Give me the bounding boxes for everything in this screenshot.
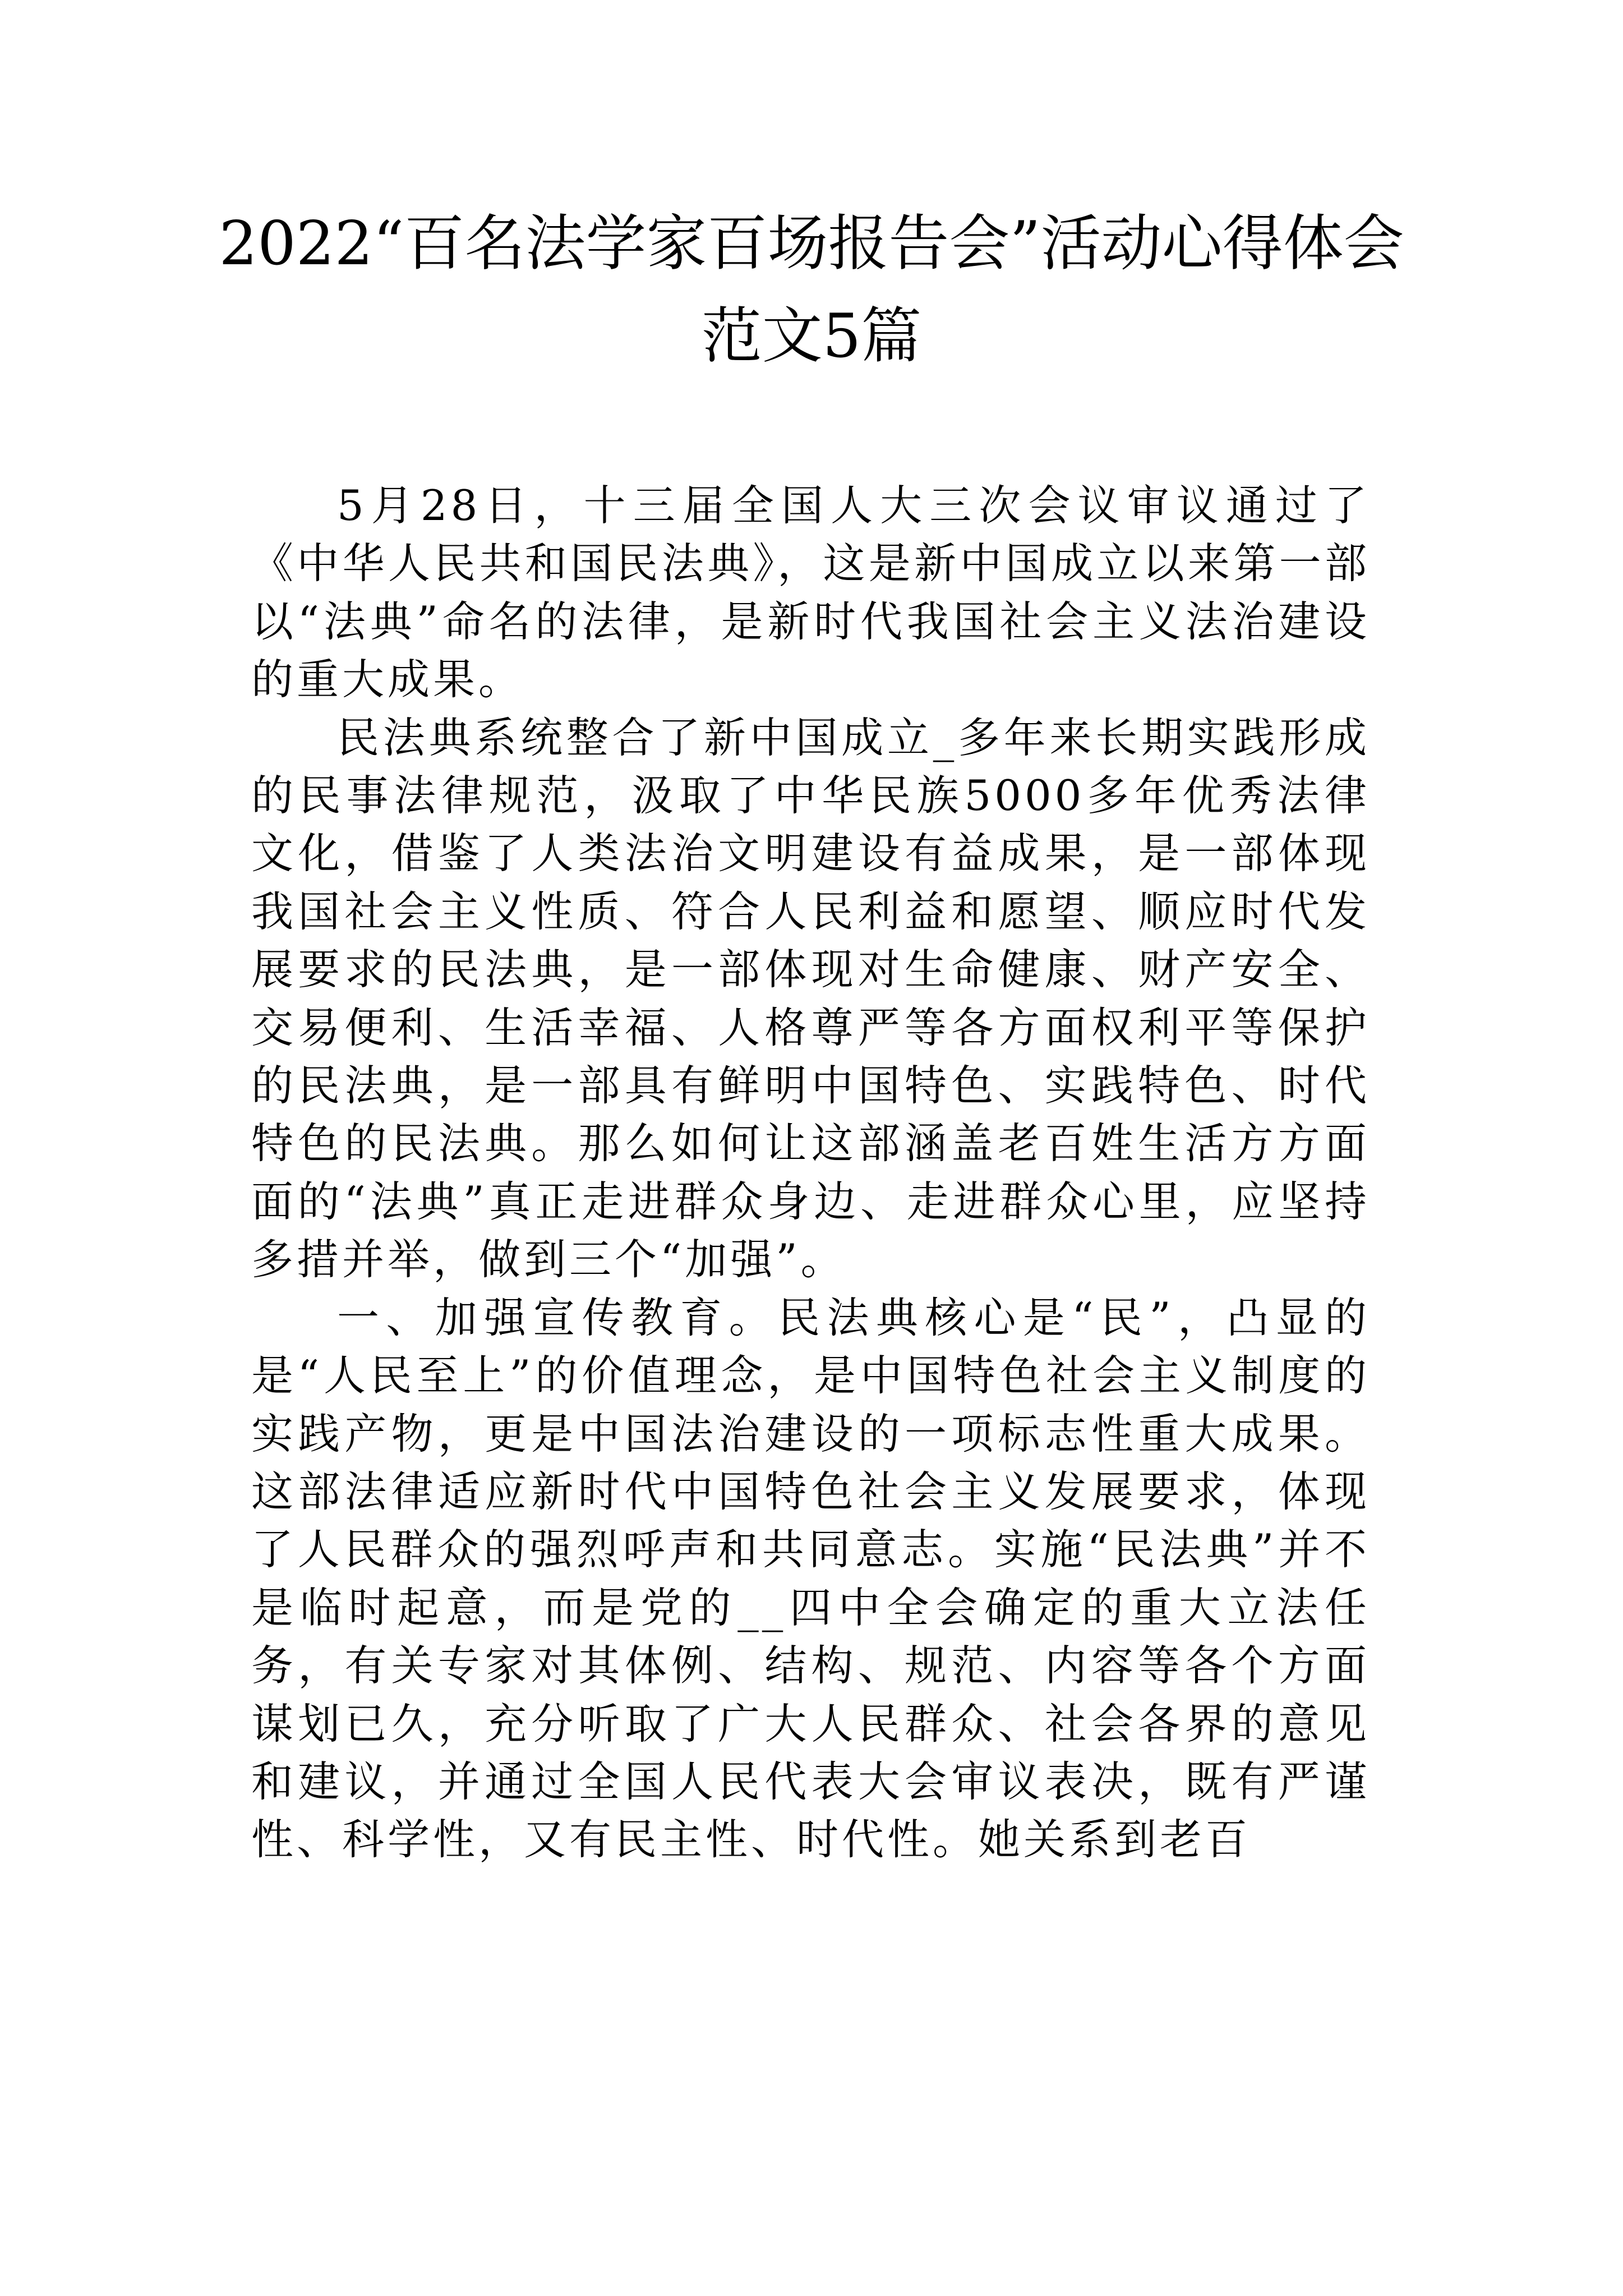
document-body: [251, 477, 1370, 1869]
document-title: 2022“百名法学家百场报告会”活动心得体会范文5篇: [219, 209, 1404, 371]
paragraph-civil-code-overview: 民法典系统整合了新中国成立_多年来长期实践形成的民事法律规范，汲取了中华民族5000多年优秀法律文化，借鉴了人类法治文明建设有益成果，是一部体现我国社会主义性质、符合人民利益和愿望、顺应时代发展要求的民法典，是一部体现对生命健康、财产安全、交易便利、生活幸福、人格尊严等各方面权利平等保护的民法典，是一部具有鲜明中国特色、实践特色、时代特色的民法典。那么如何让这部涵盖老百姓生活方方面面的“法典”真正走进群众身边、走进群众心里，应坚持多措并举，做到三个“加强”。: [251, 712, 1370, 1285]
paragraph-intro: 5月28日，十三届全国人大三次会议审议通过了《中华人民共和国民法典》，这是新中国成立以来第一部以“法典”命名的法律，是新时代我国社会主义法治建设的重大成果。: [251, 481, 1370, 705]
paragraph-section-one: 一、加强宣传教育。民法典核心是“民”，凸显的是“人民至上”的价值理念，是中国特色社会主义制度的实践产物，更是中国法治建设的一项标志性重大成果。这部法律适应新时代中国特色社会主义发展要求，体现了人民群众的强烈呼声和共同意志。实施“民法典”并不是临时起意，而是党的__四中全会确定的重大立法任务，有关专家对其体例、结构、规范、内容等各个方面谋划已久，充分听取了广大人民群众、社会各界的意见和建议，并通过全国人民代表大会审议表决，既有严谨性、科学性，又有民主性、时代性。她关系到老百: [251, 1292, 1370, 1865]
